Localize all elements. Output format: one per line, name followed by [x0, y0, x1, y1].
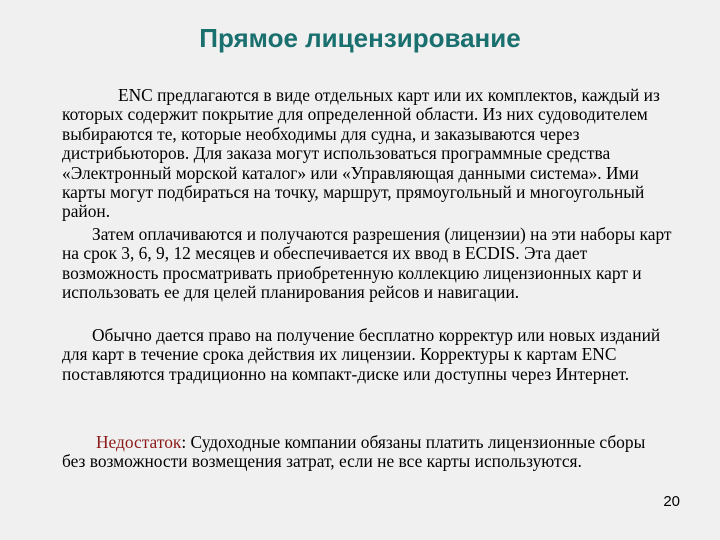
- paragraph-drawback: [62, 433, 672, 472]
- drawback-label: Недостаток: [96, 432, 182, 452]
- slide-title: Прямое лицензирование: [199, 23, 521, 53]
- paragraph-text: Обычно дается право на получение бесплатно корректур или новых изданий для карт в течение срока действия их лицензии. Корректуры к картам ENC поставляются традиционно на компакт-диске или доступны через Интернет.: [62, 325, 661, 384]
- paragraph-enc-offering: [62, 86, 672, 222]
- paragraph-text: Затем оплачиваются и получаются разрешения (лицензии) на эти наборы карт на срок 3, 6, 9, 12 месяцев и обеспечивается их ввод в ECDIS. Эта дает возможность просматривать приобретенную коллекцию лицензионных карт и использовать ее для целей планирования рейсов и навигации.: [62, 224, 672, 303]
- paragraph-text: ENC предлагаются в виде отдельных карт или их комплектов, каждый из которых содержит покрытие для определенной области. Из них судоводителем выбираются те, которые необходимы для судна, и заказываются через дистрибьюторов. Для заказа могут использоваться программные средства «Электронный морской каталог» или «Управляющая данными система». Ими карты могут подбираться на точку, маршрут, прямоугольный и многоугольный район.: [62, 85, 660, 222]
- drawback-text: Судоходные компании обязаны платить лицензионные сборы без возможности возмещения затрат, если не все карты используются.: [62, 432, 646, 472]
- drawback-separator: :: [181, 432, 187, 452]
- paragraph-licensing-payment: [62, 225, 672, 303]
- page-number: 20: [663, 493, 680, 510]
- paragraph-corrections: [62, 326, 672, 384]
